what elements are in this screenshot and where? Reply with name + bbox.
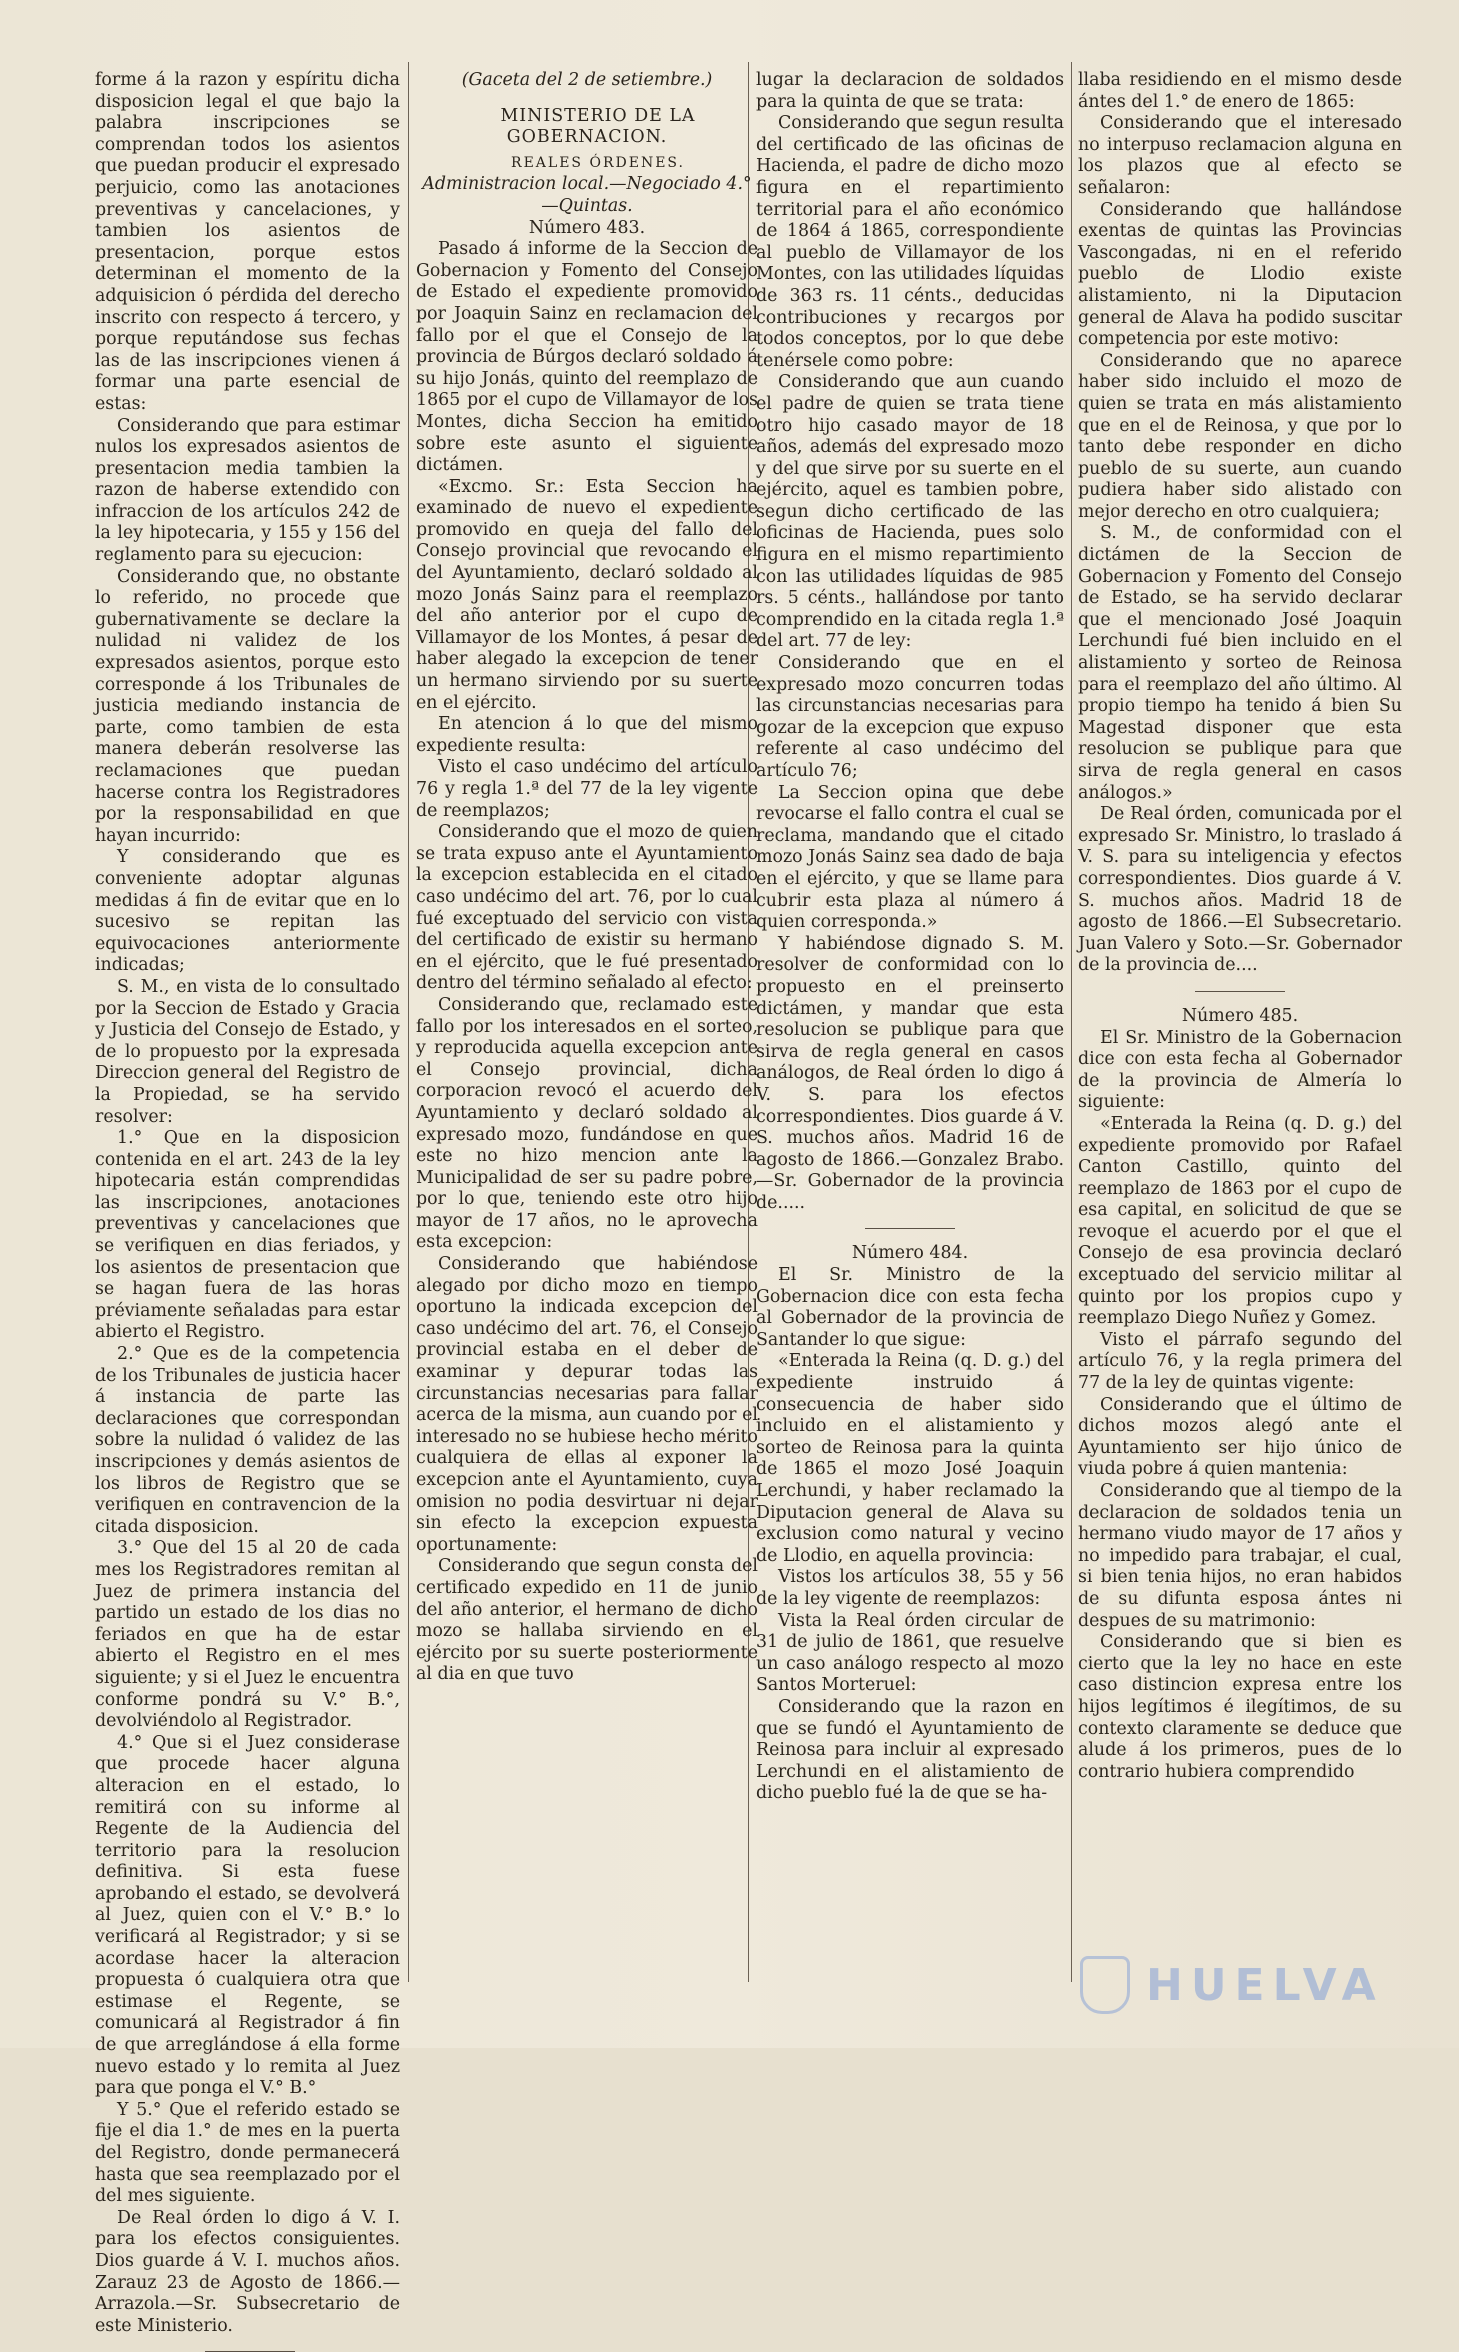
paragraph: Considerando que segun consta del certificado expedido en 11 de junio del año anterior, el hermano de dicho mozo se hallaba sirviendo en el ejército por su suerte posteriormente al dia en que tuvo xyxy=(416,1556,758,1685)
paragraph: Considerando que, reclamado este fallo por los interesados en el sorteo, y reproducida aquella excepcion ante el Consejo provincial, dicha corporacion revocó el acuerdo del Ayuntamiento y declaró soldado al expresado mozo, fundándose en que este no hizo mencion ante la Municipalidad de ser su padre pobre, por lo que, teniendo este otro hijo mayor de 17 años, no le aprovecha esta excepcion: xyxy=(416,994,758,1253)
paragraph: Considerando que al tiempo de la declaracion de soldados tenia un hermano viudo mayor de 17 años y no impedido para trabajar, el cual, si bien tenia hijos, no eran habidos de su difunta esposa ántes ni despues de su matrimonio: xyxy=(1078,1481,1402,1631)
paragraph: «Excmo. Sr.: Esta Seccion ha examinado de nuevo el expediente promovido en queja del fallo del Consejo provincial que revocando el del Ayuntamiento, declaró soldado al mozo Jonás Sainz para el reemplazo del año anterior por el cupo de Villamayor de los Montes, á pesar de haber alegado la excepcion de tener un hermano sirviendo por su suerte en el ejército. xyxy=(416,476,758,713)
column-3 xyxy=(756,70,1064,2030)
paragraph: S. M., de conformidad con el dictámen de la Seccion de Gobernacion y Fomento del Consejo de Estado, se ha servido declarar que el mencionado José Joaquin Lerchundi fué bien incluido en el alistamiento y sorteo de Reinosa para el reemplazo del año último. Al propio tiempo ha tenido á bien Su Magestad disponer que esta resolucion se publique para que sirva de regla general en casos análogos.» xyxy=(1078,523,1402,803)
paragraph: Considerando que hallándose exentas de quintas las Provincias Vascongadas, ni en el referido pueblo de Llodio existe alistamiento, ni la Diputacion general de Alava ha podido suscitar competencia por este motivo: xyxy=(1078,199,1402,350)
paragraph: De Real órden, comunicada por el expresado Sr. Ministro, lo traslado á V. S. para su inteligencia y efectos correspondientes. Dios guarde á V. S. muchos años. Madrid 18 de agosto de 1866.—El Subsecretario. Juan Valero y Soto.—Sr. Gobernador de la provincia de.... xyxy=(1078,804,1402,976)
column-rule xyxy=(408,62,409,1982)
column-4 xyxy=(1078,70,1402,2030)
number-483: Número 483. xyxy=(528,217,646,238)
paragraph: 3.° Que del 15 al 20 de cada mes los Registradores remitan al Juez de primera instancia del partido un estado de los dias no feriados en que ha de estar abierto el Registro en el mes siguiente; y si el Juez le encuentra conforme pondrá su V.° B.°, devolviéndolo al Registrador. xyxy=(95,1538,400,1732)
gazette-date: (Gaceta del 2 de setiembre.) xyxy=(461,70,713,90)
paragraph: Vista la Real órden circular de 31 de julio de 1861, que resuelve un caso análogo respecto al mozo Santos Morteruel: xyxy=(756,1610,1064,1696)
paragraph: Vistos los artículos 38, 55 y 56 de la ley vigente de reemplazos: xyxy=(756,1567,1064,1609)
paragraph: Considerando que si bien es cierto que la ley no hace en este caso distincion expresa entre los hijos legítimos é ilegítimos, de su contexto claramente se deduce que alude á los primeros, pues de lo contrario hubiera comprendido xyxy=(1078,1632,1402,1782)
paragraph: Visto el párrafo segundo del artículo 76, y la regla primera del 77 de la ley de quintas vigente: xyxy=(1078,1329,1402,1394)
column-rule xyxy=(1071,62,1072,1982)
paragraph: Considerando que para estimar nulos los expresados asientos de presentacion media tambien la razon de haberse extendido con infraccion de los artículos 242 de la ley hipotecaria, y 155 y 156 del reglamento para su ejecucion: xyxy=(95,415,400,566)
paragraph: El Sr. Ministro de la Gobernacion dice con esta fecha al Gobernador de la provincia de Santander lo que sigue: xyxy=(756,1265,1064,1350)
paragraph: 4.° Que si el Juez considerase que procede hacer alguna alteracion en el estado, lo remitirá con su informe al Regente de la Audiencia del territorio para la resolucion definitiva. Si esta fuese aprobando el estado, se devolverá al Juez, quien con el V.° B.° lo verificará al Registrador; y si se acordase hacer la alteracion propuesta ó cualquiera otra que estimase el Regente, se comunicará al Registrador á fin de que arreglándose á ella forme nuevo estado y lo remita al Juez para que ponga el V.° B.° xyxy=(95,1732,400,2099)
paragraph: Considerando que habiéndose alegado por dicho mozo en tiempo oportuno la indicada excepcion del caso undécimo del art. 76, el Consejo provincial estaba en el deber de examinar y depurar todas las circunstancias necesarias para fallar acerca de la misma, aun cuando por el interesado no se hubiese hecho mérito cualquiera de ellas al exponer la excepcion ante el Ayuntamiento, cuya omision no podia desvirtuar ni dejar sin efecto la excepcion expuesta oportunamente: xyxy=(416,1254,758,1555)
paragraph: Considerando que aun cuando el padre de quien se trata tiene otro hijo casado mayor de 18 años, además del expresado mozo y del que sirve por su suerte en el ejército, aquel es tambien pobre, segun dicho certificado de las oficinas de Hacienda, pues solo figura en el mismo repartimiento con las utilidades líquidas de 985 rs. 5 cénts., hallándose por tanto comprendido en la citada regla 1.ª del art. 77 de ley: xyxy=(756,372,1064,652)
paragraph: Visto el caso undécimo del artículo 76 y regla 1.ª del 77 de la ley vigente de reemplazos; xyxy=(416,757,758,821)
paragraph: Considerando que el interesado no interpuso reclamacion alguna en los plazos que al efecto se señalaron: xyxy=(1078,113,1402,198)
section-rule xyxy=(1195,991,1285,992)
paragraph: 2.° Que es de la competencia de los Tribunales de justicia hacer á instancia de parte las declaraciones que correspondan sobre la nulidad ó validez de las inscripciones y demás asientos de los libros de Registro que se verifiquen en contravencion de la citada disposicion. xyxy=(95,1344,400,1537)
paragraph: La Seccion opina que debe revocarse el fallo contra el cual se reclama, mandando que el citado mozo Jonás Sainz sea dado de baja en el ejército, y que se llame para cubrir esta plaza al número á quien corresponda.» xyxy=(756,782,1064,933)
paragraph: El Sr. Ministro de la Gobernacion dice con esta fecha al Gobernador de la provincia de Almería lo siguiente: xyxy=(1078,1027,1402,1113)
paragraph: Y habiéndose dignado S. M. resolver de conformidad con lo propuesto en el preinserto dictámen, y mandar que esta resolucion se publique para que sirva de regla general en casos análogos, de Real órden lo digo á V. S. para los efectos correspondientes. Dios guarde á V. S. muchos años. Madrid 16 de agosto de 1866.—Gonzalez Brabo.—Sr. Gobernador de la provincia de..... xyxy=(756,933,1064,1213)
column-2 xyxy=(416,70,758,2030)
paragraph: Y 5.° Que el referido estado se fije el dia 1.° de mes en la puerta del Registro, donde permanecerá hasta que sea reemplazado por el del mes siguiente. xyxy=(95,2099,400,2207)
archive-logo-icon xyxy=(1080,1956,1130,2014)
paragraph: forme á la razon y espíritu dicha disposicion legal el que bajo la palabra inscripciones se comprendan todos los asientos que puedan producir el expresado perjuicio, como las anotaciones preventivas y cancelaciones, y tambien los asientos de presentacion, porque estos determinan el momento de la adquisicion ó pérdida del derecho inscrito con respecto á tercero, y porque reputándose sus fechas las de las inscripciones vienen á formar una parte esencial de estas: xyxy=(95,70,400,414)
ministry-heading: MINISTERIO DE LA GOBERNACION. xyxy=(500,105,696,148)
number-485: Número 485. xyxy=(1181,1005,1299,1026)
paragraph: Pasado á informe de la Seccion de Gobernacion y Fomento del Consejo de Estado el expediente promovido por Joaquin Sainz en reclamacion del fallo por el que el Consejo de la provincia de Búrgos declaró soldado á su hijo Jonás, quinto del reemplazo de 1865 por el cupo de Villamayor de los Montes, dicha Seccion ha emitido sobre este asunto el siguiente dictámen. xyxy=(416,239,758,476)
watermark-text: HUELVA xyxy=(1146,1959,1384,2011)
archive-watermark xyxy=(1080,1950,1390,2020)
section-heading: REALES ÓRDENES. xyxy=(511,154,685,171)
paragraph: De Real órden lo digo á V. I. para los efectos consiguientes. Dios guarde á V. I. muchos años. Zarauz 23 de Agosto de 1866.—Arrazola.—Sr. Subsecretario de este Ministerio. xyxy=(95,2207,400,2336)
paragraph: llaba residiendo en el mismo desde ántes del 1.° de enero de 1865: xyxy=(1078,70,1402,112)
paragraph: Considerando que el último de dichos mozos alegó ante el Ayuntamiento ser hijo único de viuda pobre á quien mantenia: xyxy=(1078,1394,1402,1480)
paragraph: «Enterada la Reina (q. D. g.) del expediente promovido por Rafael Canton Castillo, quinto del reemplazo de 1863 por el cupo de esa capital, en solicitud de que se revoque el acuerdo por el que el Consejo de esa provincia declaró exceptuado del servicio militar al quinto por los propios cupo y reemplazo Diego Nuñez y Gomez. xyxy=(1078,1113,1402,1329)
paragraph: Y considerando que es conveniente adoptar algunas medidas á fin de evitar que en lo sucesivo se repitan las equivocaciones anteriormente indicadas; xyxy=(95,847,400,976)
paragraph: Considerando que, no obstante lo referido, no procede que gubernativamente se declare la nulidad ni validez de los expresados asientos, porque esto corresponde á los Tribunales de justicia mediando instancia de parte, como tambien de esta manera deberán resolverse las reclamaciones que puedan hacerse contra los Registradores por la responsabilidad en que hayan incurrido: xyxy=(95,566,400,846)
paragraph: Considerando que segun resulta del certificado de las oficinas de Hacienda, el padre de dicho mozo figura en el repartimiento territorial para el año económico de 1864 á 1865, correspondiente al pueblo de Villamayor de los Montes, con las utilidades líquidas de 363 rs. 11 cénts., deducidas contribuciones y recargos por todos conceptos, por lo que debe tenérsele como pobre: xyxy=(756,113,1064,371)
section-rule xyxy=(865,1228,955,1229)
number-484: Número 484. xyxy=(851,1243,969,1264)
paragraph: «Enterada la Reina (q. D. g.) del expediente instruido á consecuencia de haber sido incluido en el alistamiento y sorteo de Reinosa para la quinta de 1865 el mozo José Joaquin Lerchundi, y haber reclamado la Diputacion general de Alava su exclusion como natural y vecino de Llodio, en aquella provincia: xyxy=(756,1351,1064,1566)
paragraph: Considerando que no aparece haber sido incluido el mozo de quien se trata en más alistamiento que en el de Reinosa, y que por lo tanto debe responder en dicho pueblo de su suerte, aun cuando pudiera haber sido alistado con mejor derecho en otro cualquiera; xyxy=(1078,350,1402,522)
paragraph: 1.° Que en la disposicion contenida en el art. 243 de la ley hipotecaria están comprendidas las inscripciones, anotaciones preventivas y cancelaciones que se verifiquen en dias feriados, y los asientos de presentacion que se hagan fuera de las horas préviamente señaladas para estar abierto el Registro. xyxy=(95,1128,400,1343)
department-heading: Administracion local.—Negociado 4.°—Quintas. xyxy=(422,174,752,216)
paragraph: S. M., en vista de lo consultado por la Seccion de Estado y Gracia y Justicia del Consejo de Estado, y de lo propuesto por la expresada Direccion general del Registro de la Propiedad, se ha servido resolver: xyxy=(95,976,400,1127)
paragraph: En atencion á lo que del mismo expediente resulta: xyxy=(416,714,758,756)
paragraph: Considerando que el mozo de quien se trata expuso ante el Ayuntamiento la excepcion establecida en el citado caso undécimo del art. 76, por lo cual fué exceptuado del servicio con vista del certificado de existir su hermano en el ejército, que le fué presentado dentro del término señalado al efecto: xyxy=(416,822,758,994)
paragraph: Considerando que la razon en que se fundó el Ayuntamiento de Reinosa para incluir al expresado Lerchundi en el alistamiento de dicho pueblo fué la de que se ha- xyxy=(756,1696,1064,1804)
paragraph: Considerando que en el expresado mozo concurren todas las circunstancias necesarias para gozar de la excepcion que expuso referente al caso undécimo del artículo 76; xyxy=(756,653,1064,781)
paragraph: lugar la declaracion de soldados para la quinta de que se trata: xyxy=(756,70,1064,112)
column-1 xyxy=(95,70,400,2336)
